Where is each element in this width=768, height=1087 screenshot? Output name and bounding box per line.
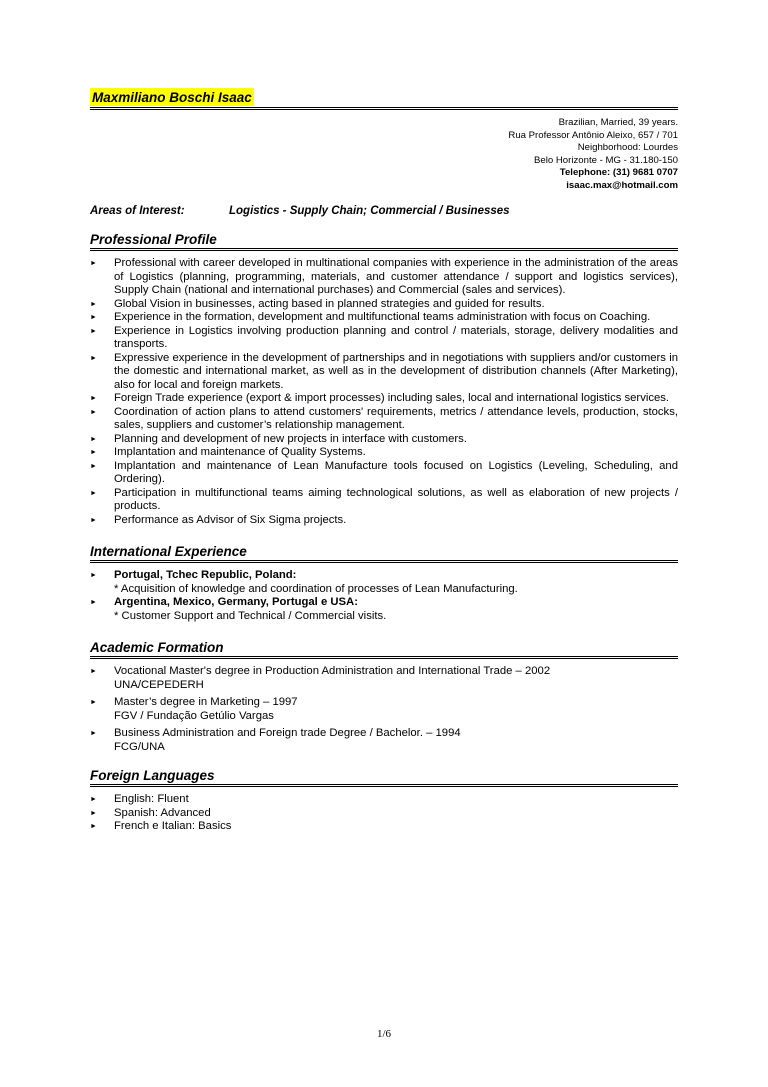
list-item	[90, 793, 678, 807]
bullet-icon: ►	[90, 260, 97, 267]
areas-of-interest-label: Areas of Interest:	[90, 205, 185, 217]
profile-item-text: Global Vision in businesses, acting based in planned strategies and guided for results.	[114, 297, 545, 310]
degree: Master’s degree in Marketing – 1997	[114, 696, 298, 708]
foreign-languages-list	[90, 793, 678, 834]
list-item	[90, 406, 678, 433]
academic-formation-list	[90, 665, 678, 754]
language-item: French e Italian: Basics	[114, 820, 232, 832]
degree: Vocational Master's degree in Production Administration and International Trade – 2002	[114, 665, 551, 677]
profile-item-text: Coordination of action plans to attend customers' requirements, metrics / attendance levels, production, stocks, sales, suppliers and customer’s relationship management.	[114, 405, 678, 431]
list-item	[90, 460, 678, 487]
page-number: 1/6	[376, 1028, 392, 1040]
bullet-icon: ►	[90, 668, 97, 675]
profile-item-text: Performance as Advisor of Six Sigma projects.	[114, 513, 347, 526]
list-item	[90, 352, 678, 393]
bullet-icon: ►	[90, 599, 97, 606]
professional-profile-list	[90, 257, 678, 527]
language-item: English: Fluent	[114, 793, 189, 805]
bullet-icon: ►	[90, 699, 97, 706]
profile-item-text: Experience in the formation, development and multifunctional teams administration with focus on Coaching.	[114, 311, 651, 323]
areas-of-interest-value: Logistics - Supply Chain; Commercial / Businesses	[229, 205, 510, 217]
list-item	[90, 433, 678, 447]
bullet-icon: ►	[90, 354, 97, 362]
list-item	[90, 487, 678, 514]
city: Belo Horizonte - MG - 31.180-150	[534, 154, 678, 166]
telephone: Telephone: (31) 9681 0707	[559, 167, 678, 178]
bullet-icon: ►	[90, 300, 97, 308]
institution: UNA/CEPEDERH	[114, 678, 204, 691]
section-title-professional-profile: Professional Profile	[90, 232, 678, 249]
profile-item-text: Planning and development of new projects in interface with customers.	[114, 432, 467, 445]
profile-item-text: Implantation and maintenance of Quality Systems.	[114, 446, 366, 458]
list-item	[90, 514, 678, 528]
language-item: Spanish: Advanced	[114, 806, 211, 819]
list-item	[90, 257, 678, 298]
bullet-icon: ►	[90, 327, 97, 335]
list-item	[90, 446, 678, 460]
list-item	[90, 807, 678, 821]
bullet-icon: ►	[90, 435, 97, 443]
personal-info: Brazilian, Married, 39 years.	[558, 117, 678, 128]
bullet-icon: ►	[90, 314, 97, 321]
contact-block	[90, 117, 678, 192]
list-item	[90, 596, 678, 623]
list-item	[90, 311, 678, 325]
profile-item-text: Implantation and maintenance of Lean Manufacture tools focused on Logistics (Leveling, Scheduling, and Ordering).	[114, 459, 678, 485]
institution: FCG/UNA	[114, 740, 165, 753]
resume-page	[90, 88, 678, 834]
degree: Business Administration and Foreign trade Degree / Bachelor. – 1994	[114, 727, 461, 739]
list-item	[90, 727, 678, 754]
section-title-academic-formation: Academic Formation	[90, 640, 678, 657]
experience-detail: * Acquisition of knowledge and coordination of processes of Lean Manufacturing.	[114, 582, 518, 595]
list-item	[90, 696, 678, 723]
bullet-icon: ►	[90, 489, 97, 497]
bullet-icon: ►	[90, 462, 97, 470]
profile-item-text: Experience in Logistics involving production planning and control / materials, storage, delivery modalities and transports.	[114, 324, 678, 350]
areas-of-interest	[90, 205, 678, 219]
section-title-international-experience: International Experience	[90, 544, 678, 561]
country-group: Argentina, Mexico, Germany, Portugal e USA:	[114, 596, 358, 608]
international-experience-list	[90, 569, 678, 623]
bullet-icon: ►	[90, 449, 97, 456]
section-title-foreign-languages: Foreign Languages	[90, 768, 678, 785]
country-group: Portugal, Tchec Republic, Poland:	[114, 569, 297, 581]
bullet-icon: ►	[90, 823, 97, 830]
name-header	[90, 88, 678, 108]
neighborhood: Neighborhood: Lourdes	[577, 142, 678, 153]
profile-item-text: Expressive experience in the development of partnerships and in negotiations with suppliers and/or customers in the domestic and international market, as well as in the development of distribution channels (After Marketing), also for local and foreign markets.	[114, 351, 678, 391]
list-item	[90, 569, 678, 596]
bullet-icon: ►	[90, 809, 97, 817]
experience-detail: * Customer Support and Technical / Commercial visits.	[114, 609, 387, 622]
profile-item-text: Foreign Trade experience (export & import processes) including sales, local and international logistics services.	[114, 392, 670, 404]
bullet-icon: ►	[90, 516, 97, 524]
bullet-icon: ►	[90, 408, 97, 416]
email: isaac.max@hotmail.com	[566, 179, 678, 191]
bullet-icon: ►	[90, 730, 97, 737]
bullet-icon: ►	[90, 572, 97, 579]
bullet-icon: ►	[90, 796, 97, 803]
list-item	[90, 820, 678, 834]
profile-item-text: Participation in multifunctional teams aiming technological solutions, as well as elaboration of new projects / products.	[114, 486, 678, 512]
list-item	[90, 325, 678, 352]
address: Rua Professor Antônio Aleixo, 657 / 701	[508, 129, 678, 141]
list-item	[90, 298, 678, 312]
institution: FGV / Fundação Getúlio Vargas	[114, 709, 274, 722]
candidate-name: Maxmiliano Boschi Isaac	[92, 90, 252, 105]
profile-item-text: Professional with career developed in multinational companies with experience in the administration of the areas of Logistics (planning, programming, materials, and customer attendance / support and logistics services), Supply Chain (national and international purchases) and Commercial (sales and services).	[114, 257, 678, 296]
list-item	[90, 665, 678, 692]
list-item	[90, 392, 678, 406]
bullet-icon: ►	[90, 395, 97, 402]
